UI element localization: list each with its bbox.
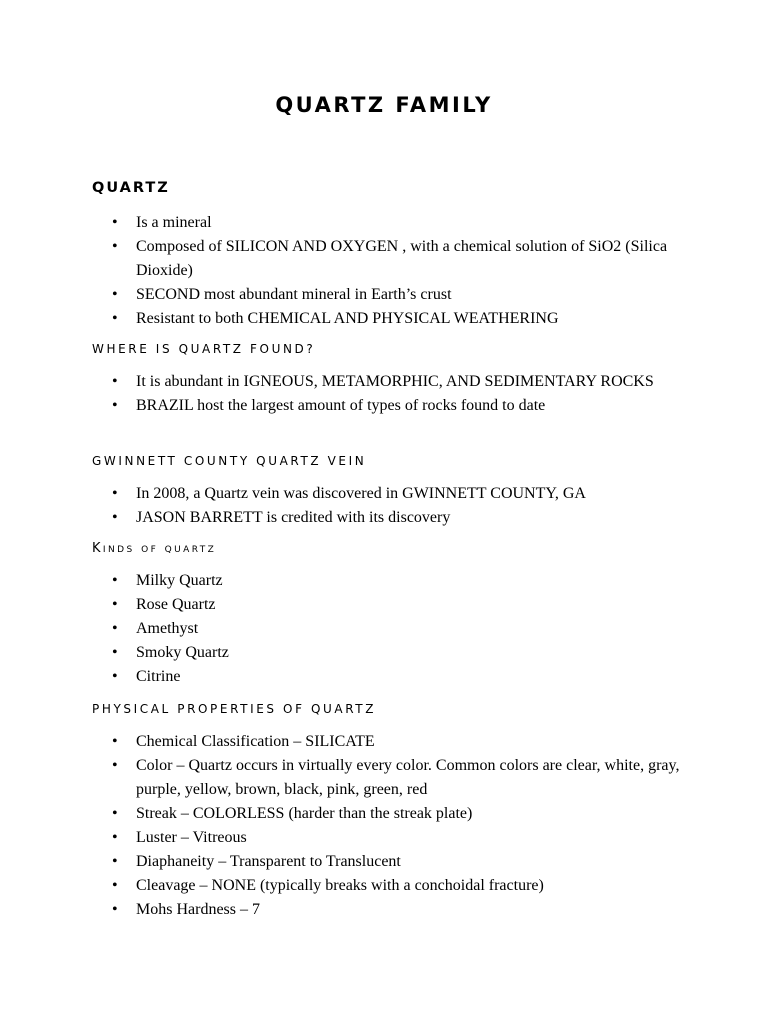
list-item: • Luster – Vitreous — [112, 826, 692, 850]
list-item: • Chemical Classification – SILICATE — [112, 730, 692, 754]
list-item: • Amethyst — [112, 617, 692, 641]
list-item: • Cleavage – NONE (typically breaks with a conchoidal fracture) — [112, 874, 692, 898]
list-item: • BRAZIL host the largest amount of types of rocks found to date — [112, 394, 692, 418]
list-item: • Rose Quartz — [112, 593, 692, 617]
section-heading-kinds: Kinds of quartz — [92, 541, 217, 556]
bullet-list-kinds — [112, 569, 692, 689]
list-item: • In 2008, a Quartz vein was discovered in GWINNETT COUNTY, GA — [112, 482, 692, 506]
list-item: • Milky Quartz — [112, 569, 692, 593]
list-item: • Streak – COLORLESS (harder than the streak plate) — [112, 802, 692, 826]
document-title: QUARTZ FAMILY — [275, 93, 493, 117]
list-item: • SECOND most abundant mineral in Earth’s crust — [112, 283, 692, 307]
list-item: • Color – Quartz occurs in virtually every color. Common colors are clear, white, gray, purple, yellow, brown, black, pink, green, red — [112, 754, 692, 802]
section-heading-gwinnett: GWINNETT COUNTY QUARTZ VEIN — [92, 454, 367, 468]
list-item: • Resistant to both CHEMICAL AND PHYSICAL WEATHERING — [112, 307, 692, 331]
section-heading-where-found: WHERE IS QUARTZ FOUND? — [92, 342, 316, 356]
list-item: • Is a mineral — [112, 211, 692, 235]
section-heading-physical-properties: PHYSICAL PROPERTIES OF QUARTZ — [92, 702, 377, 716]
list-item: • Composed of SILICON AND OXYGEN , with a chemical solution of SiO2 (Silica Dioxide) — [112, 235, 692, 283]
bullet-list-where-found — [112, 370, 692, 418]
list-item: • It is abundant in IGNEOUS, METAMORPHIC, AND SEDIMENTARY ROCKS — [112, 370, 692, 394]
list-item: • Citrine — [112, 665, 692, 689]
bullet-list-quartz — [112, 211, 692, 331]
bullet-list-physical-properties — [112, 730, 692, 922]
list-item: • Mohs Hardness – 7 — [112, 898, 692, 922]
bullet-list-gwinnett — [112, 482, 692, 530]
section-heading-quartz: QUARTZ — [92, 180, 170, 196]
list-item: • JASON BARRETT is credited with its discovery — [112, 506, 692, 530]
list-item: • Smoky Quartz — [112, 641, 692, 665]
list-item: • Diaphaneity – Transparent to Translucent — [112, 850, 692, 874]
